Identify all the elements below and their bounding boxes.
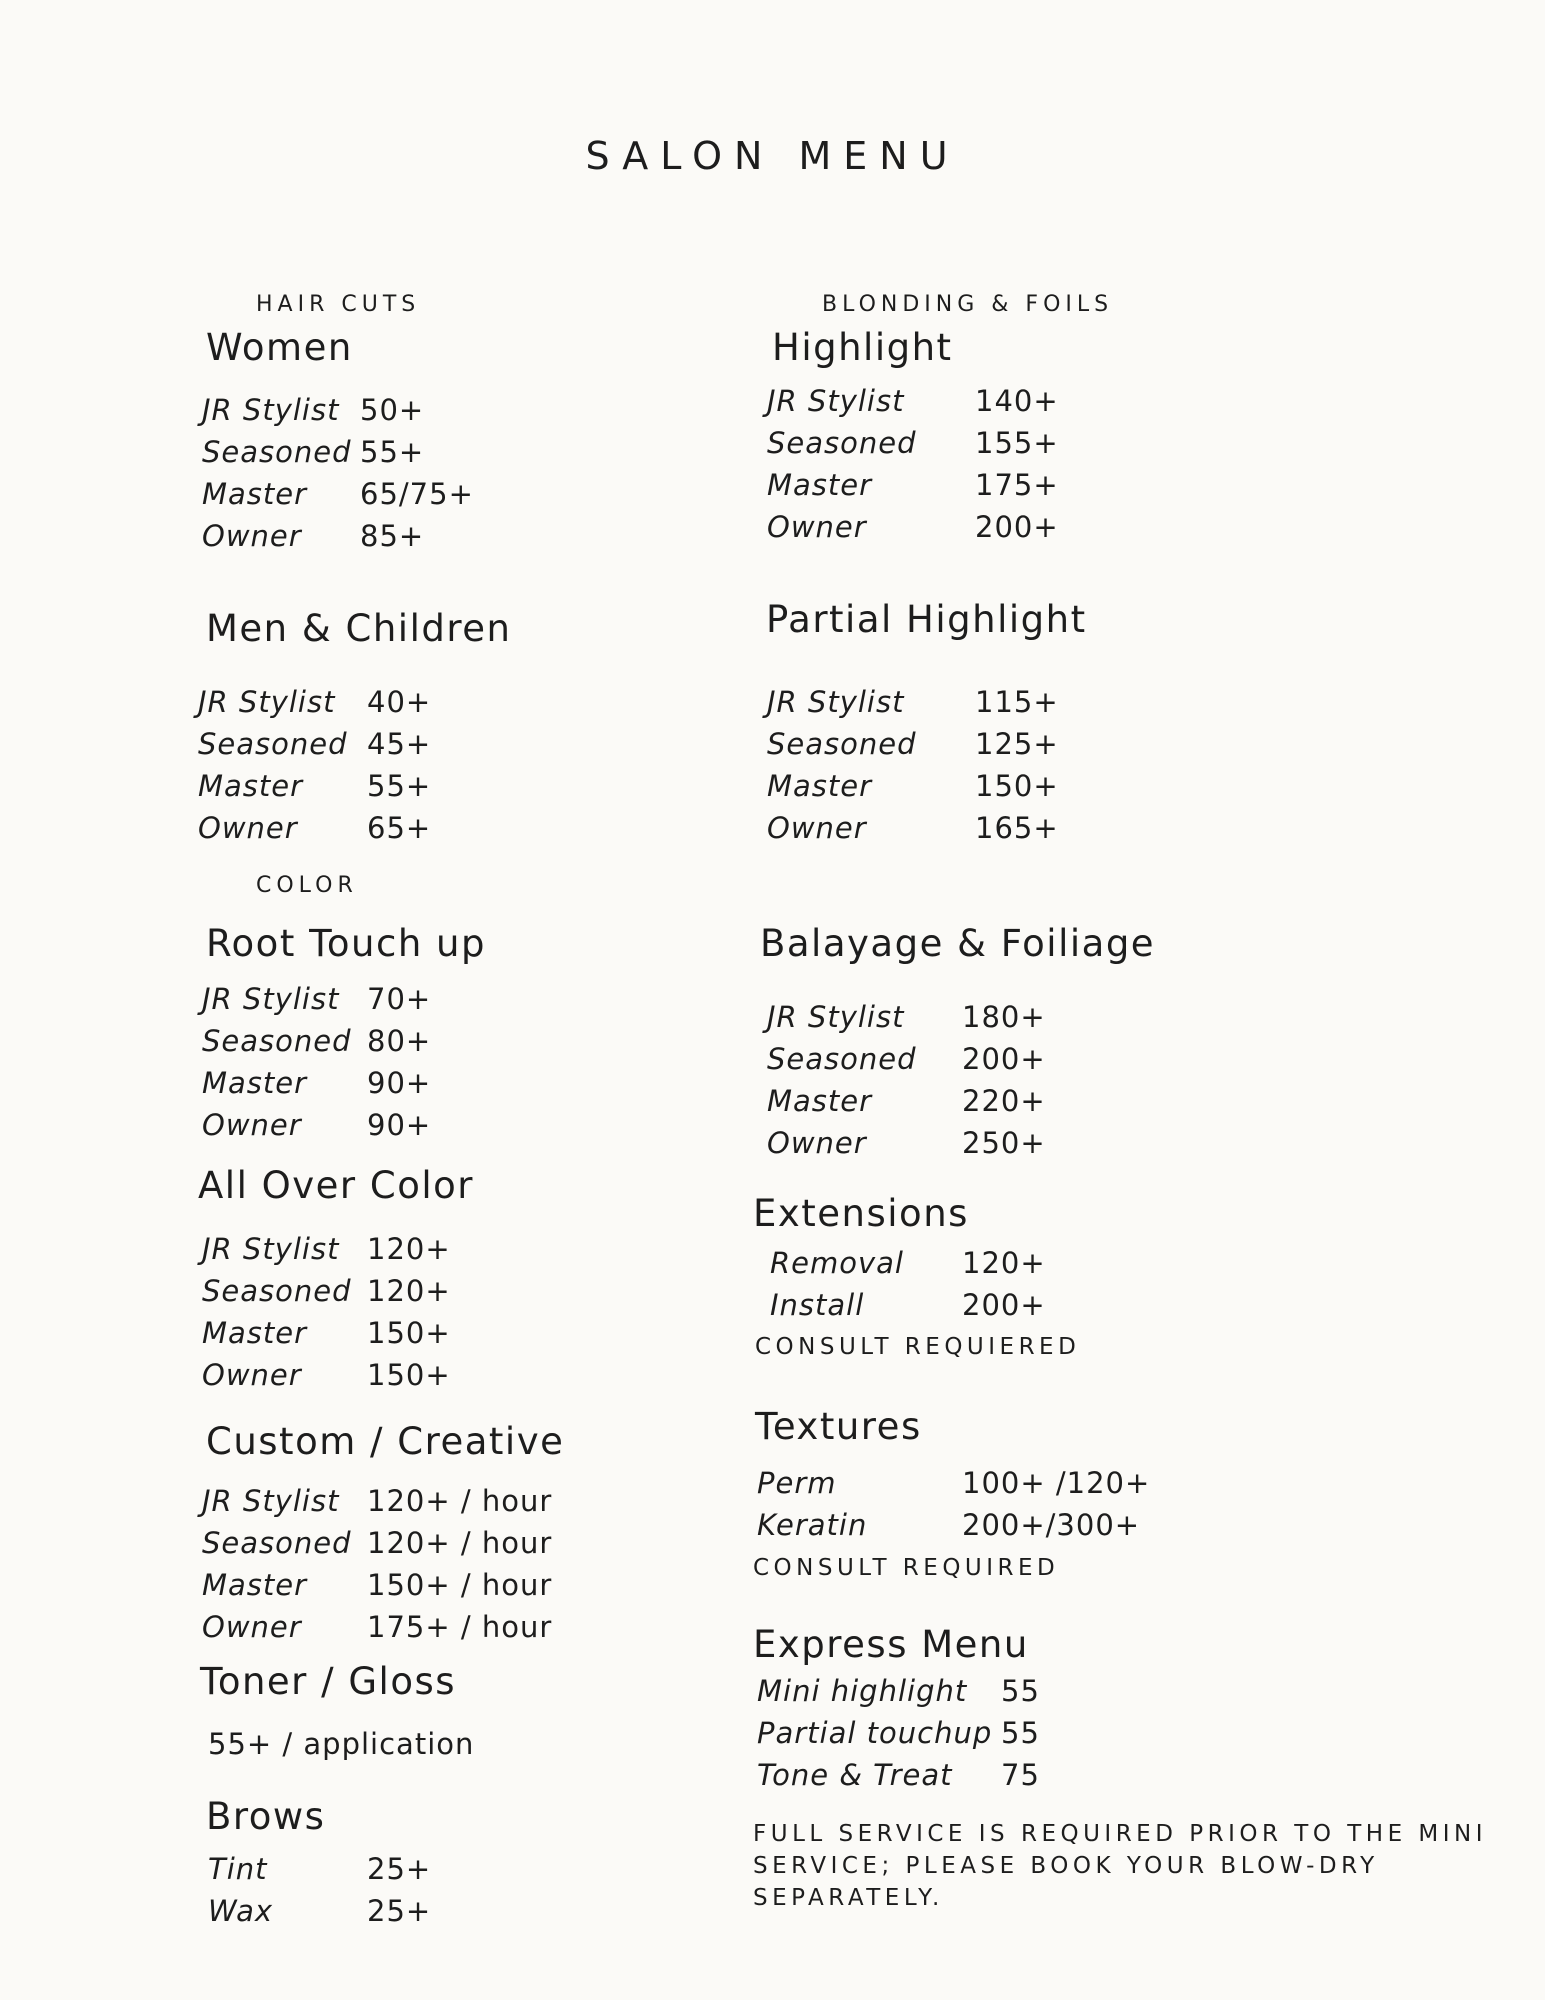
price-row <box>202 1522 552 1564</box>
price: 85+ <box>360 519 425 553</box>
price: 180+ <box>962 1000 1046 1034</box>
price: 55+ <box>360 435 425 469</box>
tier-label: Partial touchup <box>757 1716 993 1750</box>
price: 175+ <box>975 468 1059 502</box>
price-row <box>202 1354 451 1396</box>
price-row <box>767 681 1059 723</box>
section-heading-extensions: Extensions <box>753 1192 969 1235</box>
tier-label: Removal <box>770 1246 904 1280</box>
tier-label: Master <box>202 1316 308 1350</box>
price: 55+ <box>367 769 432 803</box>
price-row <box>767 380 1059 422</box>
tier-label: Master <box>767 769 873 803</box>
price: 65+ <box>367 811 432 845</box>
tier-label: JR Stylist <box>202 982 340 1016</box>
tier-label: Seasoned <box>198 727 348 761</box>
tier-label: Master <box>198 769 304 803</box>
price-row <box>202 515 424 557</box>
price: 120+ / hour <box>367 1526 553 1560</box>
price-row <box>208 1848 431 1890</box>
price: 140+ <box>975 384 1059 418</box>
tier-label: Master <box>767 468 873 502</box>
section-heading-balayage: Balayage & Foiliage <box>760 922 1156 965</box>
price-row <box>202 1104 431 1146</box>
price: 90+ <box>367 1108 432 1142</box>
tier-label: Owner <box>202 1108 302 1142</box>
price-row <box>202 431 424 473</box>
tier-label: Owner <box>198 811 298 845</box>
section-heading-highlight: Highlight <box>772 326 953 369</box>
price-row <box>202 1480 552 1522</box>
price: 150+ <box>367 1358 451 1392</box>
price: 100+ /120+ <box>962 1466 1151 1500</box>
tier-label: Wax <box>208 1894 274 1928</box>
category-hair-cuts: HAIR CUTS <box>256 292 421 317</box>
price-row <box>770 1284 1046 1326</box>
price-row <box>198 681 431 723</box>
price: 75 <box>1001 1758 1040 1792</box>
tier-label: JR Stylist <box>767 685 905 719</box>
tier-label: Seasoned <box>202 1526 352 1560</box>
tier-label: Master <box>767 1084 873 1118</box>
price: 150+ <box>367 1316 451 1350</box>
tier-label: Perm <box>757 1466 837 1500</box>
price: 120+ <box>367 1274 451 1308</box>
toner-gloss-price: 55+ / application <box>208 1727 475 1761</box>
price: 65/75+ <box>360 477 474 511</box>
tier-label: Owner <box>767 510 867 544</box>
category-color: COLOR <box>256 873 358 898</box>
section-heading-all-over-color: All Over Color <box>198 1164 474 1207</box>
price: 120+ / hour <box>367 1484 553 1518</box>
price: 150+ / hour <box>367 1568 553 1602</box>
price-row <box>757 1504 1140 1546</box>
price: 70+ <box>367 982 432 1016</box>
price-row <box>202 389 424 431</box>
price-row <box>198 807 431 849</box>
express-service-note: FULL SERVICE IS REQUIRED PRIOR TO THE MINI SERVICE; PLEASE BOOK YOUR BLOW-DRY SEPARATELY. <box>753 1821 1488 1911</box>
tier-label: Install <box>770 1288 865 1322</box>
price-row <box>757 1462 1150 1504</box>
category-blonding-foils: BLONDING & FOILS <box>822 292 1114 317</box>
price: 55 <box>1001 1716 1040 1750</box>
page-title: SALON MENU <box>585 134 960 178</box>
tier-label: JR Stylist <box>202 1232 340 1266</box>
price-row <box>770 1242 1046 1284</box>
price-row <box>767 996 1046 1038</box>
price-row <box>202 1062 431 1104</box>
price-row <box>767 765 1059 807</box>
price-row <box>202 1270 451 1312</box>
tier-label: Master <box>202 1066 308 1100</box>
tier-label: Owner <box>202 1358 302 1392</box>
price-row <box>202 1606 552 1648</box>
section-heading-toner-gloss: Toner / Gloss <box>200 1660 457 1703</box>
section-heading-root-touch-up: Root Touch up <box>206 922 486 965</box>
tier-label: Seasoned <box>202 435 352 469</box>
price-row <box>767 464 1059 506</box>
price-row <box>202 978 431 1020</box>
tier-label: JR Stylist <box>198 685 336 719</box>
section-heading-custom-creative: Custom / Creative <box>206 1420 565 1463</box>
price-row <box>202 1564 552 1606</box>
price: 220+ <box>962 1084 1046 1118</box>
tier-label: Owner <box>202 1610 302 1644</box>
price: 200+ <box>962 1042 1046 1076</box>
tier-label: Seasoned <box>767 426 917 460</box>
price-row <box>767 422 1059 464</box>
price-row <box>198 765 431 807</box>
price: 50+ <box>360 393 425 427</box>
section-heading-women: Women <box>206 326 353 369</box>
price-row <box>202 1020 431 1062</box>
price: 200+ <box>975 510 1059 544</box>
tier-label: JR Stylist <box>202 1484 340 1518</box>
tier-label: Owner <box>767 1126 867 1160</box>
tier-label: Owner <box>767 811 867 845</box>
price: 165+ <box>975 811 1059 845</box>
extensions-consult-note: CONSULT REQUIERED <box>755 1334 1081 1360</box>
price-row <box>202 473 474 515</box>
price: 25+ <box>367 1894 432 1928</box>
tier-label: Seasoned <box>202 1274 352 1308</box>
tier-label: Seasoned <box>767 727 917 761</box>
tier-label: JR Stylist <box>767 384 905 418</box>
textures-consult-note: CONSULT REQUIRED <box>753 1555 1060 1581</box>
price-row <box>208 1890 431 1932</box>
price: 250+ <box>962 1126 1046 1160</box>
price: 40+ <box>367 685 432 719</box>
tier-label: Tint <box>208 1852 268 1886</box>
price: 200+ <box>962 1288 1046 1322</box>
section-heading-partial-highlight: Partial Highlight <box>766 598 1087 641</box>
price: 45+ <box>367 727 432 761</box>
price: 115+ <box>975 685 1059 719</box>
tier-label: Seasoned <box>202 1024 352 1058</box>
price-row <box>767 1080 1046 1122</box>
tier-label: Seasoned <box>767 1042 917 1076</box>
tier-label: Owner <box>202 519 302 553</box>
tier-label: Master <box>202 477 308 511</box>
price: 125+ <box>975 727 1059 761</box>
tier-label: Mini highlight <box>757 1674 968 1708</box>
price-row <box>767 1038 1046 1080</box>
price: 200+/300+ <box>962 1508 1141 1542</box>
price: 120+ <box>962 1246 1046 1280</box>
price-row <box>757 1754 1040 1796</box>
price-row <box>767 723 1059 765</box>
price-row <box>767 506 1059 548</box>
price: 25+ <box>367 1852 432 1886</box>
price: 150+ <box>975 769 1059 803</box>
price: 155+ <box>975 426 1059 460</box>
tier-label: JR Stylist <box>767 1000 905 1034</box>
tier-label: Tone & Treat <box>757 1758 953 1792</box>
section-heading-textures: Textures <box>755 1405 922 1448</box>
section-heading-brows: Brows <box>206 1795 326 1838</box>
price: 80+ <box>367 1024 432 1058</box>
price: 55 <box>1001 1674 1040 1708</box>
price-row <box>757 1670 1040 1712</box>
price: 90+ <box>367 1066 432 1100</box>
price-row <box>767 1122 1046 1164</box>
tier-label: Master <box>202 1568 308 1602</box>
tier-label: Keratin <box>757 1508 868 1542</box>
price-row <box>202 1312 451 1354</box>
tier-label: JR Stylist <box>202 393 340 427</box>
section-heading-express-menu: Express Menu <box>753 1623 1029 1666</box>
price-row <box>767 807 1059 849</box>
price: 175+ / hour <box>367 1610 553 1644</box>
price-row <box>202 1228 451 1270</box>
price-row <box>757 1712 1040 1754</box>
section-heading-men-children: Men & Children <box>206 607 512 650</box>
price-row <box>198 723 431 765</box>
price: 120+ <box>367 1232 451 1266</box>
